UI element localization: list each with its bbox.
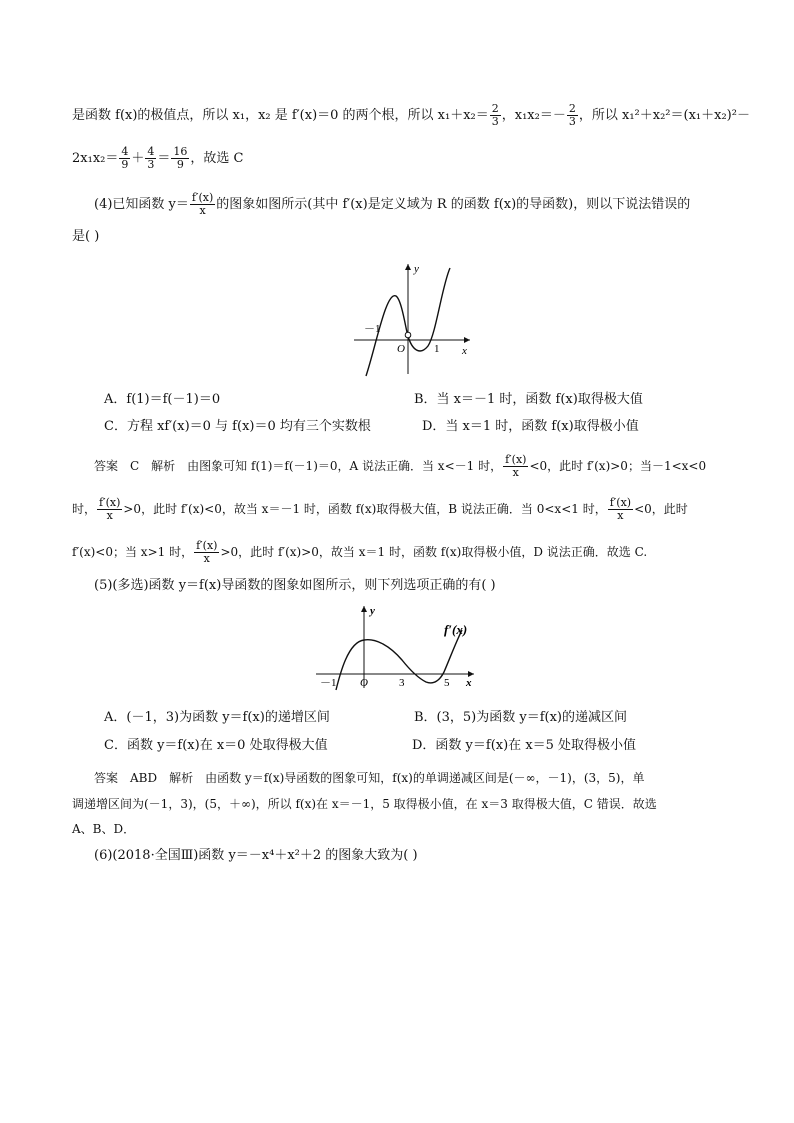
q4-option-a: A．f(1)＝f(－1)＝0: [104, 392, 221, 407]
y-axis-arrow: [361, 606, 367, 612]
prev-line-1: [72, 103, 750, 128]
q4-origin-label: O: [397, 343, 405, 355]
q4-graph: [348, 256, 478, 378]
q4-answer-line-2: [72, 497, 688, 522]
q4-stem-bracket: 是( ): [72, 229, 100, 244]
q4-ans-c: 时，: [72, 502, 97, 516]
q5-neg1-label: －1: [320, 677, 337, 689]
q5-three-label: 3: [399, 677, 405, 689]
q4-ans-g: f′(x)<0；当 x>1 时，: [72, 545, 194, 559]
q4-x-label: x: [462, 345, 467, 357]
q5-five-label: 5: [444, 677, 450, 689]
prev-text-2b: ＋: [131, 151, 145, 166]
prev-text-1c: ，所以 x₁²＋x₂²＝(x₁＋x₂)²－: [578, 108, 750, 123]
q5-option-c: C．函数 y＝f(x)在 x＝0 处取得极大值: [104, 738, 328, 753]
q4-y-label: y: [414, 263, 419, 275]
prev-text-2d: ，故选 C: [190, 151, 244, 166]
q5-option-d: D．函数 y＝f(x)在 x＝5 处取得极小值: [412, 738, 637, 753]
y-axis-arrow: [405, 264, 411, 270]
prev-text-2a: 2x₁x₂＝: [72, 151, 119, 166]
open-point: [405, 332, 411, 338]
q4-ans-a: 答案 C 解析 由图象可知 f(1)＝f(－1)＝0，A 说法正确．当 x<－1 时，: [94, 459, 503, 473]
fraction: $\frac{4}{9}$: [121, 145, 129, 171]
q4-option-d: D．当 x＝1 时，函数 f(x)取得极小值: [422, 419, 639, 434]
q4-stem-b: 的图象如图所示(其中 f′(x)是定义域为 R 的函数 f(x)的导函数)，则以下说法错误的: [216, 197, 691, 212]
q5-stem: (5)(多选)函数 y＝f(x)导函数的图象如图所示，则下列选项正确的有( ): [94, 578, 496, 593]
q5-graph: [312, 602, 482, 692]
q5-y-label: y: [370, 605, 375, 617]
q5-answer-line-2: 调递增区间为(－1，3)，(5，＋∞)，所以 f(x)在 x＝－1，5 取得极小值，在 x＝3 取得极大值，C 错误．故选: [72, 797, 657, 811]
prev-line-2: [72, 146, 243, 171]
q4-option-b: B．当 x＝－1 时，函数 f(x)取得极大值: [414, 392, 643, 407]
q4-option-c: C．方程 xf′(x)＝0 与 f(x)＝0 均有三个实数根: [104, 419, 371, 434]
q5-fprime-label: f′(x): [444, 622, 468, 637]
prev-text-2c: ＝: [157, 151, 171, 166]
fraction: $\frac{2}{3}$: [491, 102, 499, 128]
q5-option-b: B．(3，5)为函数 y＝f(x)的递减区间: [414, 710, 628, 725]
q5-answer-line-1: 答案 ABD 解析 由函数 y＝f(x)导函数的图象可知，f(x)的单调递减区间是(－∞，－1)，(3，5)，单: [94, 771, 645, 785]
q4-answer-line-3: [72, 540, 647, 565]
q4-neg1-label: －1: [364, 323, 381, 335]
fraction: $\frac{4}{3}$: [147, 145, 155, 171]
q4-stem-a: (4)已知函数 y＝: [94, 197, 189, 212]
q5-option-a: A．(－1，3)为函数 y＝f(x)的递增区间: [104, 710, 330, 725]
fraction: $\frac{16}{9}$: [173, 145, 188, 171]
q4-ans-e: <0，此时: [634, 502, 688, 516]
q5-origin-label: O: [360, 677, 368, 689]
fraction: $\frac{f'(x)}{x}$: [609, 496, 632, 522]
x-axis-arrow: [464, 337, 470, 343]
q4-ans-b: <0，此时 f′(x)>0；当－1<x<0: [529, 459, 707, 473]
fraction: $\frac{f'(x)}{x}$: [196, 539, 218, 565]
q4-stem: [94, 192, 690, 217]
prev-text-1b: ，x₁x₂＝－: [501, 108, 566, 123]
prev-text-1a: 是函数 f(x)的极值点，所以 x₁，x₂ 是 f′(x)＝0 的两个根，所以 x₁＋x₂＝: [72, 108, 489, 123]
fraction: $\frac{f'(x)}{x}$: [191, 191, 214, 217]
q4-ans-d: >0，此时 f′(x)<0，故当 x＝－1 时，函数 f(x)取得极大值，B 说法正确．当 0<x<1 时，: [123, 502, 607, 516]
q4-answer-line-1: [94, 454, 706, 479]
q5-answer-line-3: A、B、D．: [72, 822, 136, 836]
q5-x-label: x: [466, 677, 472, 689]
fraction: $\frac{f'(x)}{x}$: [505, 453, 527, 479]
q4-one-label: 1: [434, 343, 440, 355]
q4-ans-h: >0，此时 f′(x)>0，故当 x＝1 时，函数 f(x)取得极小值，D 说法正确．故选 C.: [220, 545, 648, 559]
fraction: $\frac{2}{3}$: [568, 102, 576, 128]
q6-stem: (6)(2018·全国Ⅲ)函数 y＝－x⁴＋x²＋2 的图象大致为( ): [94, 848, 418, 863]
fraction: $\frac{f'(x)}{x}$: [99, 496, 121, 522]
